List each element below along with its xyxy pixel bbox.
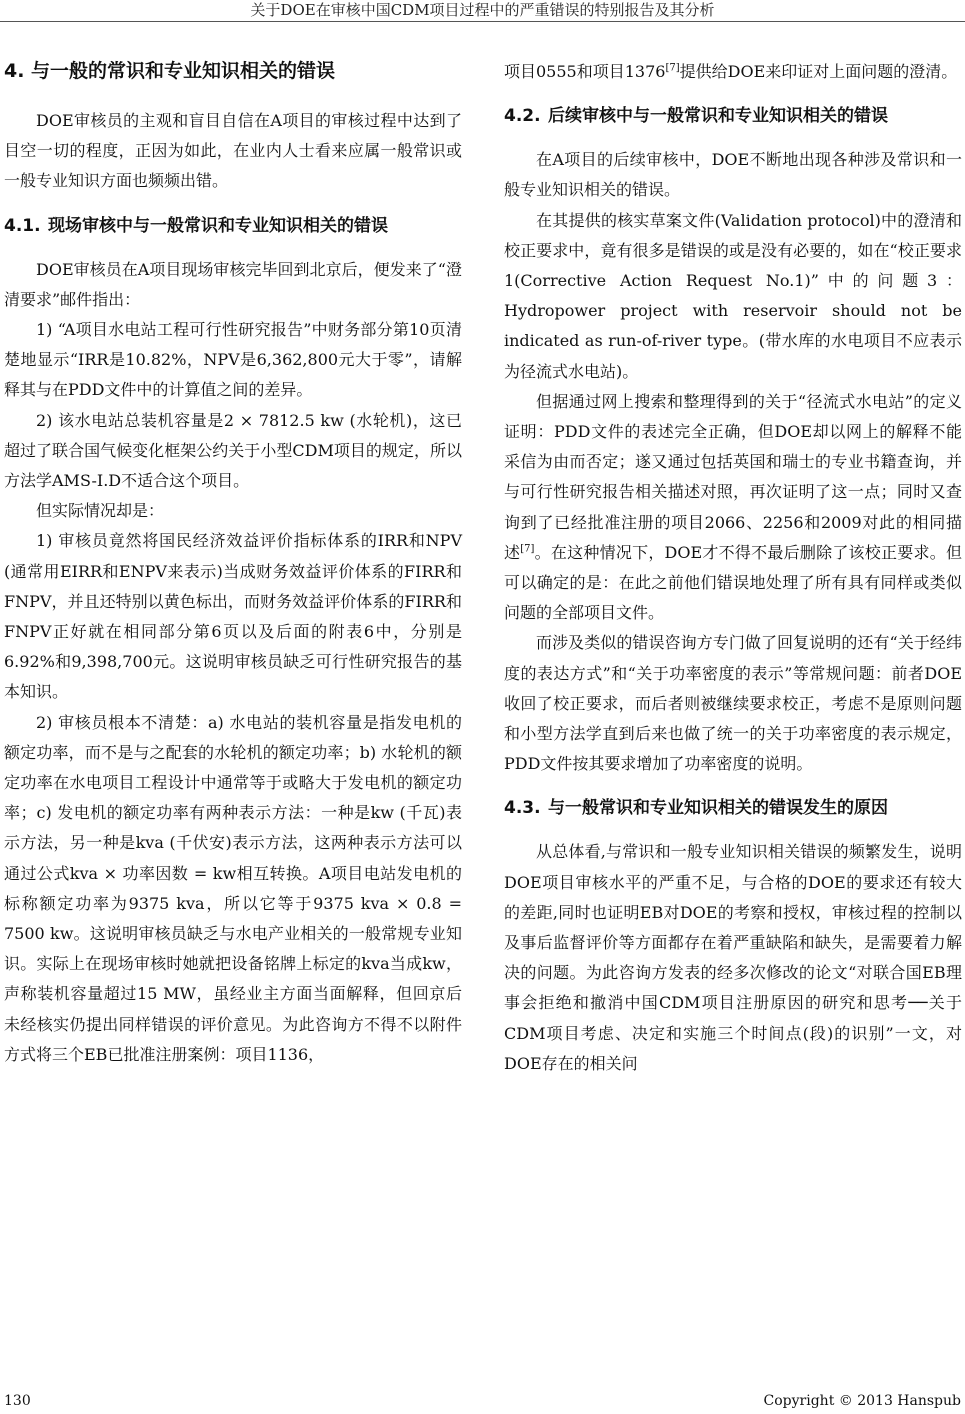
section-4-1-heading	[4, 211, 462, 241]
citation-7: [7]	[520, 543, 535, 555]
s41-paragraph-4: 但实际情况却是：	[36, 501, 165, 521]
right-column	[504, 57, 962, 1079]
section-4-2-number: 4.2.	[504, 106, 541, 127]
s41-continued-text-a: 项目0555和项目1376	[504, 62, 666, 81]
s41-paragraph-6: 2) 审核员根本不清楚：a) 水电站的装机容量是指发电机的额定功率，而不是与之配套的水轮机的额定功率；b) 水轮机的额定功率在水电项目工程设计中通常等于或略大于发电机的额定功率；c) 发电机的额定功率有两种表示方法：一种是kw (千瓦)表示方法，另一种是kva (千伏安)表示方法，这两种表示方法可以通过公式kva × 功率因数 = kw相互转换。A项目电站发电机的标称额定功率为9375 kva，所以它等于9375 kva × 0.8 = 7500 kw。这说明审核员缺乏与水电产业相关的一般常规专业知识。实际上在现场审核时她就把设备铭牌上标定的kva当成kw，声称装机容量超过15 MW，虽经业主方面当面解释，但回京后未经核实仍提出同样错误的评价意见。为此咨询方不得不以附件方式将三个EB已批准注册案例：项目1136，	[4, 712, 462, 1064]
s42-p3-text-a: 但据通过网上搜索和整理得到的关于“径流式水电站”的定义证明：PDD文件的表述完全正确，但DOE却以网上的解释不能采信为由而否定；遂又通过包括英国和瑞士的专业书籍查询，并与可行性研究报告相关描述对照，再次证明了这一点；同时又查询到了已经批准注册的项目2066、2256和2009对此的相同描述	[504, 391, 962, 562]
page-footer	[4, 1392, 961, 1410]
s43-paragraph-1: 从总体看,与常识和一般专业知识相关错误的频繁发生，说明DOE项目审核水平的严重不足，与合格的DOE的要求还有较大的差距,同时也证明EB对DOE的考察和授权，审核过程的控制以及事后监督评价等方面都存在着严重缺陷和缺失，是需要着力解决的问题。为此咨询方发表的经多次修改的论文“对联合国EB理事会拒绝和撤消中国CDM项目注册原因的研究和思考──关于CDM项目考虑、决定和实施三个时间点(段)的识别”一文，对DOE存在的相关问	[504, 842, 962, 1073]
s41-continued-text-b: 提供给DOE来印证对上面问题的澄清。	[679, 62, 958, 81]
section-4-1-number: 4.1.	[4, 215, 41, 236]
s41-paragraph-1: DOE审核员在A项目现场审核完毕回到北京后，便发来了“澄清要求”邮件指出：	[4, 259, 462, 309]
s42-paragraph-3	[504, 387, 962, 629]
page-number: 130	[4, 1393, 31, 1409]
s42-p3-text-b: 。在这种情况下，DOE才不得不最后删除了该校正要求。但可以确定的是：在此之前他们错误地处理了所有具有同样或类似问题的全部项目文件。	[504, 542, 962, 623]
section-4-heading: 4. 与一般的常识和专业知识相关的错误	[4, 60, 336, 82]
section-4-2-title: 后续审核中与一般常识和专业知识相关的错误	[548, 106, 888, 127]
section-4-1-title: 现场审核中与一般常识和专业知识相关的错误	[48, 215, 388, 236]
s41-paragraph-5: 1) 审核员竟然将国民经济效益评价指标体系的IRR和NPV (通常用EIRR和ENPV来表示)当成财务效益评价体系的FIRR和FNPV，并且还特别以黄色标出，而财务效益评价体系的FIRR和FNPV正好就在相同部分第6页以及后面的附表6中，分别是6.92%和9,398,700元。这说明审核员缺乏可行性研究报告的基本知识。	[4, 531, 462, 702]
header-rule	[0, 21, 965, 22]
section-4-intro: DOE审核员的主观和盲目自信在A项目的审核过程中达到了目空一切的程度，正因为如此，在业内人士看来应属一般常识或一般专业知识方面也频频出错。	[4, 111, 462, 191]
s42-paragraph-1: 在A项目的后续审核中，DOE不断地出现各种涉及常识和一般专业知识相关的错误。	[504, 150, 962, 200]
section-4-3-heading	[504, 793, 962, 823]
s42-paragraph-2: 在其提供的核实草案文件(Validation protocol)中的澄清和校正要求中，竟有很多是错误的或是没有必要的，如在“校正要求1(Corrective Action Request No.1)”中的问题3：Hydropower project with reservoir should not be indicated as run-of-river type。(带水库的水电项目不应表示为径流式水电站)。	[504, 210, 962, 381]
section-4-3-title: 与一般常识和专业知识相关的错误发生的原因	[548, 798, 888, 819]
section-4-3-number: 4.3.	[504, 798, 541, 819]
copyright-notice: Copyright © 2013 Hanspub	[763, 1393, 961, 1409]
s41-paragraph-6-continued	[504, 57, 962, 87]
citation-7: [7]	[665, 62, 680, 74]
s41-paragraph-3: 2) 该水电站总装机容量是2 × 7812.5 kw (水轮机)，这已超过了联合国气候变化框架公约关于小型CDM项目的规定，所以方法学AMS-I.D不适合这个项目。	[4, 410, 462, 491]
s41-paragraph-2: 1) “A项目水电站工程可行性研究报告”中财务部分第10页清楚地显示“IRR是10.82%，NPV是6,362,800元大于零”，请解释其与在PDD文件中的计算值之间的差异。	[4, 320, 462, 400]
s42-paragraph-4: 而涉及类似的错误咨询方专门做了回复说明的还有“关于经纬度的表达方式”和“关于功率密度的表示”等常规问题：前者DOE收回了校正要求，而后者则被继续要求校正，考虑不是原则问题和小型方法学直到后来也做了统一的关于功率密度的表示规定，PDD文件按其要求增加了功率密度的说明。	[504, 633, 962, 774]
left-column	[4, 56, 462, 1070]
section-4-2-heading	[504, 101, 962, 131]
running-head: 关于DOE在审核中国CDM项目过程中的严重错误的特别报告及其分析	[250, 1, 715, 19]
